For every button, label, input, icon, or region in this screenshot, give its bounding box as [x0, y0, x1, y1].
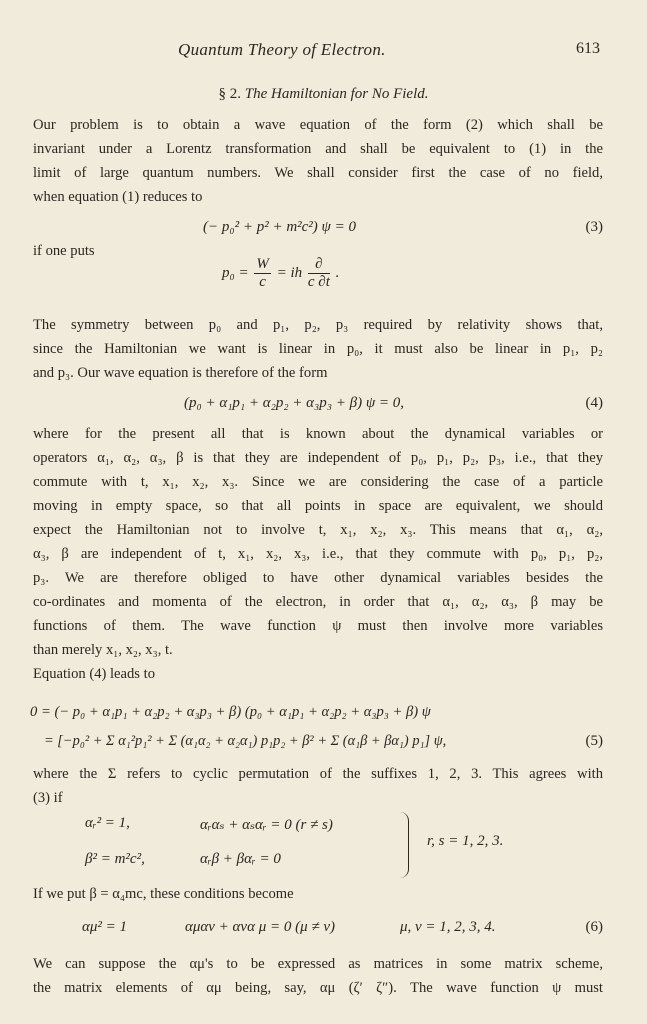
condition-beta-squared: β² = m²c²,: [85, 851, 145, 867]
equation-5-line-2: = [−p₀² + Σ α₁²p₁² + Σ (α₁α₂ + α₂α₁) p₁p₂ + β² + Σ (α₁β + βα₁) p₁] ψ,: [44, 733, 447, 749]
condition-anticommute: αᵣαₛ + αₛαᵣ = 0 (r ≠ s): [200, 817, 333, 833]
text-line: co-ordinates and momenta of the electron, in order that α₁, α₂, α₃, β may be: [33, 594, 603, 610]
text-line: since the Hamiltonian we want is linear in p₀, it must also be linear in p₁, p₂: [33, 341, 603, 357]
text-line: invariant under a Lorentz transformation and shall be equivalent to (1) in the: [33, 141, 603, 157]
equation-3-number: (3): [585, 219, 603, 235]
text-line: commute with t, x₁, x₂, x₃. Since we are considering the case of a particle: [33, 474, 603, 490]
condition-range: r, s = 1, 2, 3.: [427, 833, 504, 849]
section-heading: [0, 86, 647, 103]
equation-p0: [222, 256, 339, 291]
text-line: α₃, β are independent of t, x₁, x₂, x₃, i.e., that they commute with p₀, p₁, p₂,: [33, 546, 603, 562]
condition-alpha-beta: αᵣβ + βαᵣ = 0: [200, 851, 281, 867]
text-line: The symmetry between p₀ and p₁, p₂, p₃ required by relativity shows that,: [33, 317, 603, 333]
text-line: where the Σ refers to cyclic permutation of the suffixes 1, 2, 3. This agrees with: [33, 766, 603, 782]
equation-5-number: (5): [585, 733, 603, 749]
equation-6-part-3: μ, ν = 1, 2, 3, 4.: [400, 919, 496, 935]
text-line: p₃. We are therefore obliged to have other dynamical variables besides the: [33, 570, 603, 586]
p0-lhs: p₀ =: [222, 264, 249, 281]
text-line: where for the present all that is known about the dynamical variables or: [33, 426, 603, 442]
section-number: § 2.: [218, 86, 241, 102]
page-header: [0, 40, 647, 64]
fraction-numerator: W: [256, 256, 269, 272]
equation-4: (p₀ + α₁p₁ + α₂p₂ + α₃p₃ + β) ψ = 0,: [184, 395, 405, 411]
fraction-partial-t: [308, 256, 330, 291]
p0-end: .: [335, 264, 340, 281]
text-line: if one puts: [33, 243, 95, 259]
fraction-denominator: c: [259, 274, 266, 290]
fraction-denominator: c ∂t: [307, 274, 330, 290]
text-line: than merely x₁, x₂, x₃, t.: [33, 642, 173, 658]
text-line: (3) if: [33, 790, 63, 806]
text-line: when equation (1) reduces to: [33, 189, 203, 205]
text-line: functions of them. The wave function ψ must then involve more variables: [33, 618, 603, 634]
text-line: Equation (4) leads to: [33, 666, 155, 682]
equation-6-number: (6): [585, 919, 603, 935]
text-line: operators α₁, α₂, α₃, β is that they are independent of p₀, p₁, p₂, p₃, i.e., that they: [33, 450, 603, 466]
text-line: Our problem is to obtain a wave equation of the form (2) which shall be: [33, 117, 603, 133]
equation-6-part-2: αμαν + ανα μ = 0 (μ ≠ ν): [185, 919, 336, 935]
text-line: limit of large quantum numbers. We shall consider first the case of no field,: [33, 165, 603, 181]
text-line: and p₃. Our wave equation is therefore of the form: [33, 365, 328, 381]
p0-middle: = ih: [276, 264, 303, 281]
equation-4-number: (4): [585, 395, 603, 411]
running-title: Quantum Theory of Electron.: [178, 40, 386, 59]
condition-alpha-squared: αᵣ² = 1,: [85, 815, 130, 831]
text-line: If we put β = α₄mc, these conditions become: [33, 886, 294, 902]
text-line: expect the Hamiltonian not to involve t, x₁, x₂, x₃. This means that α₁, α₂,: [33, 522, 603, 538]
page-number: 613: [576, 40, 600, 57]
text-line: moving in empty space, so that all points in space are equivalent, we should: [33, 498, 603, 514]
section-title: The Hamiltonian for No Field.: [244, 86, 429, 102]
fraction-w-over-c: [254, 256, 271, 291]
equation-3: (− p₀² + p² + m²c²) ψ = 0: [203, 219, 356, 235]
equation-6-part-1: αμ² = 1: [82, 919, 128, 935]
right-brace: [400, 812, 409, 878]
equation-5-line-1: 0 = (− p₀ + α₁p₁ + α₂p₂ + α₃p₃ + β) (p₀ + α₁p₁ + α₂p₂ + α₃p₃ + β) ψ: [30, 704, 431, 720]
fraction-numerator: ∂: [308, 256, 330, 274]
text-line: We can suppose the αμ's to be expressed as matrices in some matrix scheme,: [33, 956, 603, 972]
text-line: the matrix elements of αμ being, say, αμ (ζ′ ζ″). The wave function ψ must: [33, 980, 603, 996]
